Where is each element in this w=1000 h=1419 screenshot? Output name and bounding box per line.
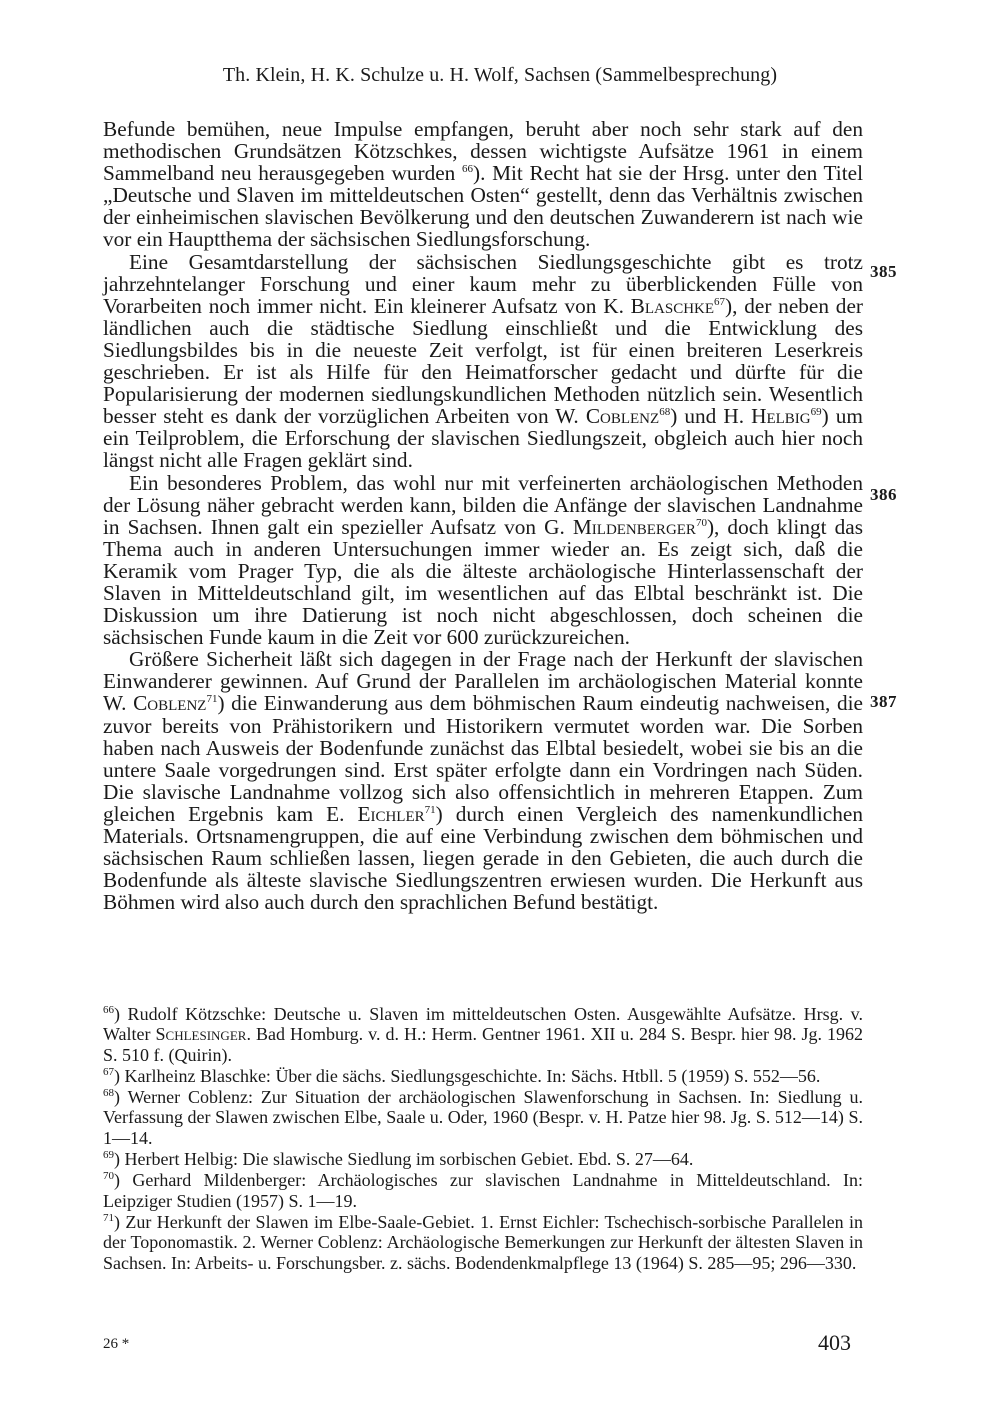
footnote-ref: 67: [714, 295, 726, 308]
footnote-number: 67: [103, 1065, 114, 1078]
footnote-69: [103, 1149, 863, 1169]
text-span: ). Mit Recht hat sie der Hrsg. unter den Titel „Deutsche und Slaven im mitteldeutschen Osten“ gestellt, denn das Verhältnis zwischen der einheimischen slavischen Bevölkerung und den deutschen Zuwanderern ist nach wie vor ein Hauptthema der sächsischen Siedlungsforschung.: [103, 161, 863, 252]
margin-number: 385: [870, 262, 897, 281]
text-span: Befunde bemühen, neue Impulse empfangen, beruht aber noch sehr stark auf den methodischen Grundsätzen Kötzschkes, dessen wichtigste Aufsätze 1961 in einem Sammelband neu herausgegeben wurden: [103, 117, 863, 186]
author-name: Mildenberger: [572, 514, 696, 539]
footnote-number: 71: [103, 1211, 114, 1224]
footnote-ref: 71: [424, 803, 436, 816]
text-span: ), doch klingt das Thema auch in anderen Untersuchungen immer wieder an. Es zeigt sich, daß die Keramik vom Prager Typ, die als die älteste archäologische Hinterlassenschaft der Slaven in Mitteldeutschland gilt, im wesentlichen auf das Elbtal beschränkt ist. Die Diskussion um ihre Datierung ist noch nicht abgeschlossen, doch scheinen die sächsischen Funde kaum in die Zeit vor 600 zurückzureichen.: [103, 514, 863, 650]
text-span: Ein besonderes Problem, das wohl nur mit verfeinerten archäologischen Methoden der Lösung näher gebracht werden kann, bilden die Anfänge der slavischen Landnahme in Sachsen. Ihnen galt ein spezieller Aufsatz von G.: [103, 470, 863, 539]
text-span: ) um ein Teilproblem, die Erforschung der slavischen Siedlungszeit, obgleich auch hier noch längst nicht alle Fragen geklärt sind.: [103, 404, 864, 473]
author-name: Coblenz: [585, 404, 660, 429]
text-span: ) durch einen Vergleich des namenkundlichen Materials. Ortsnamengruppen, die auf eine Verbindung zwischen dem böhmischen und sächsischen Raum schließen lassen, liegen gerade in den Gebieten, die auch durch die Bodenfunde als älteste slavische Siedlungszentren erwiesen wurden. Die Herkunft aus Böhmen wird also auch durch den sprachlichen Befund bestätigt.: [103, 801, 863, 915]
footnote-ref: 70: [695, 516, 707, 529]
author-name: Schlesinger: [155, 1024, 247, 1045]
text-span: ) die Einwanderung aus dem böhmischen Raum eindeutig nachweisen, die zuvor bereits von Prähistorikern und Historikern vermutet worden war. Die Sorben haben nach Ausweis der Bodenfunde zunächst das Elbtal besiedelt, wobei sie bis an die untere Saale vorgedrungen sind. Erst später erfolgte dann ein Vordringen nach Süden. Die slavische Landnahme vollzog sich also offensichtlich in mehreren Etappen. Zum gleichen Ergebnis kam E.: [103, 691, 863, 826]
footnote-ref: 71: [206, 693, 218, 706]
text-span: ), der neben der ländlichen auch die städtische Siedlung einschließt und die Entwicklung des Siedlungsbildes bis in die neueste Zeit verfolgt, ist für einen breiteren Leserkreis geschrieben. Er ist als Hilfe für den Heimatforscher gedacht und dürfte für die Popularisierung der modernen siedlungskundlichen Methoden nützlich sein. Wesentlich besser steht es dank der vorzüglichen Arbeiten von W.: [103, 293, 863, 429]
text-span: Eine Gesamtdarstellung der sächsischen Siedlungsgeschichte gibt es trotz jahrzehntelanger Forschung und einer kaum mehr zu überblickenden Fülle von Vorarbeiten noch immer nicht. Ein kleinerer Aufsatz von K.: [103, 249, 863, 318]
author-name: Blaschke: [630, 293, 715, 318]
footnotes: [103, 1004, 863, 1274]
footnote-number: 66: [103, 1004, 114, 1016]
text-span: ) und H.: [670, 404, 752, 429]
footnote-number: 68: [103, 1087, 114, 1100]
author-name: Coblenz: [133, 691, 207, 716]
footnote-67: [103, 1066, 863, 1086]
author-name: Eichler: [357, 801, 425, 826]
margin-number: 387: [870, 692, 897, 711]
footnote-text: ) Zur Herkunft der Slawen im Elbe-Saale-Gebiet. 1. Ernst Eichler: Tschechisch-sorbische Parallelen in der Toponomastik. 2. Werner Coblenz: Archäologische Bemerkungen zur Herkunft der ältesten Slaven in Sachsen. In: Arbeits- u. Forschungsber. z. sächs. Bodendenkmalpflege 13 (1964) S. 285—95; 296—330.: [103, 1211, 863, 1273]
footnote-text: ) Herbert Helbig: Die slawische Siedlung im sorbischen Gebiet. Ebd. S. 27—64.: [114, 1149, 694, 1170]
main-text: [103, 118, 863, 913]
footnote-text: ) Karlheinz Blaschke: Über die sächs. Siedlungsgeschichte. In: Sächs. Htbll. 5 (1959) S. 552—56.: [114, 1065, 821, 1086]
footnote-ref: 69: [810, 406, 822, 419]
footnote-71: [103, 1212, 863, 1273]
paragraph-2: [103, 251, 863, 472]
footnote-66: [103, 1004, 863, 1065]
paragraph-3: [103, 472, 863, 649]
footnote-text: ) Werner Coblenz: Zur Situation der archäologischen Slawenforschung in Sachsen. In: Siedlung u. Verfassung der Slawen zwischen Elbe, Saale u. Oder, 1960 (Bespr. v. H. Patze hier 98. Jg. S. 512—14) S. 1—14.: [103, 1087, 863, 1148]
paragraph-1: [103, 118, 863, 251]
page-number: 403: [818, 1330, 851, 1355]
running-head: Th. Klein, H. K. Schulze u. H. Wolf, Sachsen (Sammelbesprechung): [222, 64, 778, 86]
margin-number: 386: [870, 485, 897, 504]
paragraph-4: [103, 648, 863, 913]
footnote-68: [103, 1087, 863, 1148]
text-span: Größere Sicherheit läßt sich dagegen in der Frage nach der Herkunft der slavischen Einwanderer gewinnen. Auf Grund der Parallelen im archäologischen Material konnte W.: [103, 647, 863, 716]
footnote-number: 70: [103, 1170, 114, 1183]
signature-mark: 26 *: [103, 1336, 130, 1352]
author-name: Helbig: [751, 404, 811, 429]
footnote-ref: 66: [462, 163, 473, 176]
footnote-number: 69: [103, 1149, 114, 1162]
footnote-70: [103, 1170, 863, 1211]
footnote-text: ) Rudolf Kötzschke: Deutsche u. Slaven im mitteldeutschen Osten. Ausgewählte Aufsätze. Hrsg. v. Walter: [103, 1004, 863, 1045]
footnote-ref: 68: [659, 406, 671, 419]
footnote-text: ) Gerhard Mildenberger: Archäologisches zur slavischen Landnahme in Mitteldeutschland. In: Leipziger Studien (1957) S. 1—19.: [103, 1170, 863, 1211]
footnote-text: . Bad Homburg. v. d. H.: Herm. Gentner 1961. XII u. 284 S. Bespr. hier 98. Jg. 1962 S. 510 f. (Quirin).: [103, 1024, 863, 1065]
